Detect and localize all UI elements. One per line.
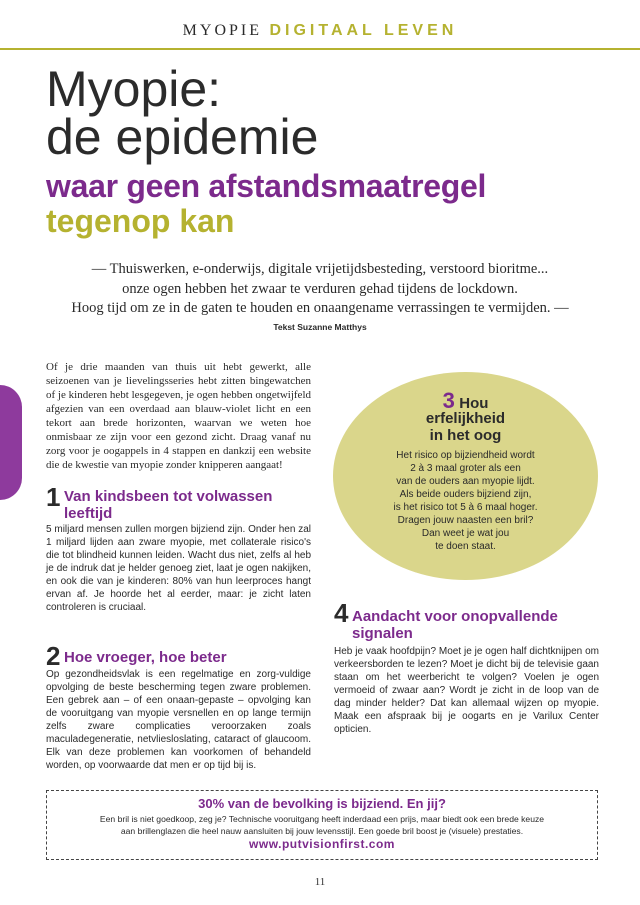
section-2-body: Op gezondheidsvlak is een regelmatige en zorg-vuldige opvolging de beste bescherming tegen zware problemen. Een gebrek aan – of een onaan-gepaste – opvolging kan de vooruitgang van myopie versnellen en op lange termijn zelfs zware complicaties veroorzaken zoals maculadegeneratie, netvliesloslating, cataract of glaucoom. Elk van deze problemen kan voorkomen of behandeld worden, op voorwaarde dat men er op tijd bij is.	[46, 669, 311, 771]
section-3-body	[353, 449, 578, 553]
section-3-line: van de ouders aan myopie lijdt.	[396, 476, 535, 487]
page-number: 11	[314, 876, 326, 888]
intro-line-3: Hoog tijd om ze in de gaten te houden en onaangename verrassingen te vermijden. —	[71, 300, 569, 316]
section-3-number: 3	[442, 388, 455, 413]
lead-paragraph: Of je drie maanden van thuis uit hebt gewerkt, alle seizoenen van je lievelingsseries hebt zitten bingewatchen of je kinderen hebt lesgegeven, je ogen hebben ongetwijfeld afgezien van een overdaad aan blauw-violet licht en een tekort aan brede horizonten, waarvan we weten hoe onmisbaar ze zijn voor een gezond zicht. Draag vanaf nu zorg voor je oogappels in 4 stappen en dankzij een website die de kwestie van myopie zonder knipperen aangaat!	[46, 361, 311, 471]
title-line-4: tegenop kan	[46, 203, 235, 239]
section-2-heading: Hoe vroeger, hoe beter	[64, 649, 227, 666]
author-credit: Tekst Suzanne Matthys	[273, 322, 367, 332]
side-accent-bar	[0, 385, 22, 500]
section-4-body: Heb je vaak hoofdpijn? Moet je je ogen half dichtknijpen om verkeersborden te lezen? Moet je dicht bij de televisie gaan staan om het weerbericht te volgen? Voelen je ogen vermoeid of zwaar aan? Wordt je zicht in de loop van de dag minder helder? Dat kan allemaal wijzen op myopie. Maak een afspraak bij je oogarts en je Varilux Center opticien.	[334, 646, 599, 735]
callout-line-1: Een bril is niet goedkoop, zeg je? Technische vooruitgang heeft inderdaad een prijs, maar biedt ook een brede keuze	[99, 814, 545, 824]
intro-line-1: — Thuiswerken, e-onderwijs, digitale vrijetijdsbesteding, verstoord bioritme...	[91, 261, 549, 277]
section-1-body: 5 miljard mensen zullen morgen bijziend zijn. Onder hen zal 1 miljard lijden aan zware myopie, met collaterale risico's die tot blindheid kunnen leiden. Wacht dus niet, zelfs al heb je de indruk dat je helder genoeg ziet, laat je ogen nakijken, en ook die van je kinderen: 80% van hun leerproces hangt ervan af. Je hoorde het al eerder, maar: je zicht laten controleren is cruciaal.	[46, 524, 311, 613]
title-line-3: waar geen afstandsmaatregel	[46, 168, 487, 204]
title-line-1: Myopie:	[46, 61, 222, 117]
section-3-line: Dragen jouw naasten een bril?	[397, 515, 534, 526]
section-3-line: te doen staat.	[435, 541, 496, 552]
intro	[40, 260, 600, 319]
section-4-heading: Aandacht voor onopvallende signalen	[352, 608, 558, 642]
section-3-heading-c: in het oog	[429, 427, 502, 444]
section-3-heading-b: erfelijkheid	[425, 410, 506, 427]
section-3-line: is het risico tot 5 à 6 maal hoger.	[393, 502, 538, 513]
section-3-heading	[333, 410, 598, 444]
header-rule	[0, 48, 640, 50]
section-1-heading: Van kindsbeen tot volwassen leeftijd	[64, 488, 273, 522]
title-line-2: de epidemie	[46, 109, 319, 165]
section-3-heading-a: Hou	[459, 395, 489, 412]
website-link[interactable]: www.putvisionfirst.com	[249, 837, 395, 851]
section-2-number: 2	[46, 641, 61, 671]
section-4-number: 4	[334, 598, 349, 628]
section-3-line: Als beide ouders bijziend zijn,	[399, 489, 532, 500]
callout-heading: 30% van de bevolking is bijziend. En jij?	[198, 796, 446, 811]
section-3-line: Dan weet je wat jou	[421, 528, 510, 539]
header-category: DIGITAAL LEVEN	[269, 22, 458, 39]
running-header	[0, 22, 640, 40]
section-3-line: Het risico op bijziendheid wordt	[396, 450, 535, 461]
header-section: MYOPIE	[182, 22, 263, 39]
intro-line-2: onze ogen hebben het zwaar te verduren gehad tijdens de lockdown.	[122, 280, 518, 297]
callout-line-2: aan brillenglazen die heel nauw aansluiten bij jouw levensstijl. Een goede bril boost je (visuele) prestaties.	[120, 826, 524, 836]
section-3-line: 2 à 3 maal groter als een	[410, 463, 521, 474]
section-1-number: 1	[46, 482, 61, 512]
callout-body	[60, 813, 584, 837]
